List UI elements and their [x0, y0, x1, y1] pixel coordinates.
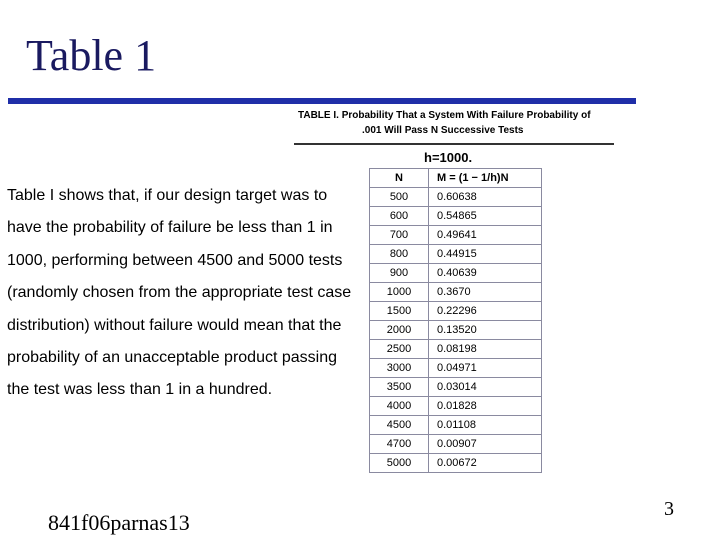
table-caption-line1: TABLE I. Probability That a System With Failure Probability of [298, 110, 591, 121]
cell-n: 3500 [370, 378, 429, 397]
footer-label: 841f06parnas13 [48, 510, 190, 535]
cell-n: 800 [370, 245, 429, 264]
table-header-row [370, 169, 542, 188]
cell-n: 700 [370, 226, 429, 245]
table-caption [298, 108, 618, 138]
slide-title: Table 1 [26, 31, 157, 80]
cell-m: 0.13520 [429, 321, 542, 340]
table-row [370, 245, 542, 264]
table-row [370, 226, 542, 245]
cell-n: 1500 [370, 302, 429, 321]
cell-m: 0.04971 [429, 359, 542, 378]
cell-m: 0.40639 [429, 264, 542, 283]
table-row [370, 397, 542, 416]
table-caption-line2: .001 Will Pass N Successive Tests [362, 125, 524, 136]
cell-n: 2500 [370, 340, 429, 359]
table-row [370, 283, 542, 302]
cell-m: 0.01108 [429, 416, 542, 435]
cell-m: 0.49641 [429, 226, 542, 245]
table-row [370, 340, 542, 359]
cell-n: 4500 [370, 416, 429, 435]
table-row [370, 321, 542, 340]
cell-m: 0.22296 [429, 302, 542, 321]
table-row [370, 378, 542, 397]
cell-n: 5000 [370, 454, 429, 473]
cell-m: 0.00672 [429, 454, 542, 473]
table-row [370, 454, 542, 473]
title-underline [8, 98, 636, 104]
table-body [370, 188, 542, 473]
h-value-label: h=1000. [424, 150, 473, 165]
cell-n: 1000 [370, 283, 429, 302]
table-row [370, 359, 542, 378]
caption-divider [294, 143, 614, 145]
cell-n: 3000 [370, 359, 429, 378]
cell-n: 500 [370, 188, 429, 207]
table-row [370, 435, 542, 454]
cell-m: 0.54865 [429, 207, 542, 226]
cell-n: 900 [370, 264, 429, 283]
cell-m: 0.44915 [429, 245, 542, 264]
cell-m: 0.01828 [429, 397, 542, 416]
cell-n: 4700 [370, 435, 429, 454]
cell-n: 4000 [370, 397, 429, 416]
cell-m: 0.60638 [429, 188, 542, 207]
table-row [370, 302, 542, 321]
probability-table [369, 168, 542, 473]
table-row [370, 264, 542, 283]
cell-m: 0.3670 [429, 283, 542, 302]
cell-m: 0.08198 [429, 340, 542, 359]
cell-m: 0.03014 [429, 378, 542, 397]
body-text: Table I shows that, if our design target was to have the probability of failure be less than 1 in 1000, performing between 4500 and 5000 tests (randomly chosen from the appropriate test case distribution) without failure would mean that the probability of an unacceptable product passing the test was less than 1 in a hundred. [7, 187, 352, 399]
page-number: 3 [664, 498, 674, 520]
cell-n: 2000 [370, 321, 429, 340]
table-row [370, 188, 542, 207]
cell-m: 0.00907 [429, 435, 542, 454]
header-m: M = (1 − 1/h)N [429, 169, 542, 188]
table-row [370, 416, 542, 435]
table-row [370, 207, 542, 226]
header-n: N [370, 169, 429, 188]
cell-n: 600 [370, 207, 429, 226]
